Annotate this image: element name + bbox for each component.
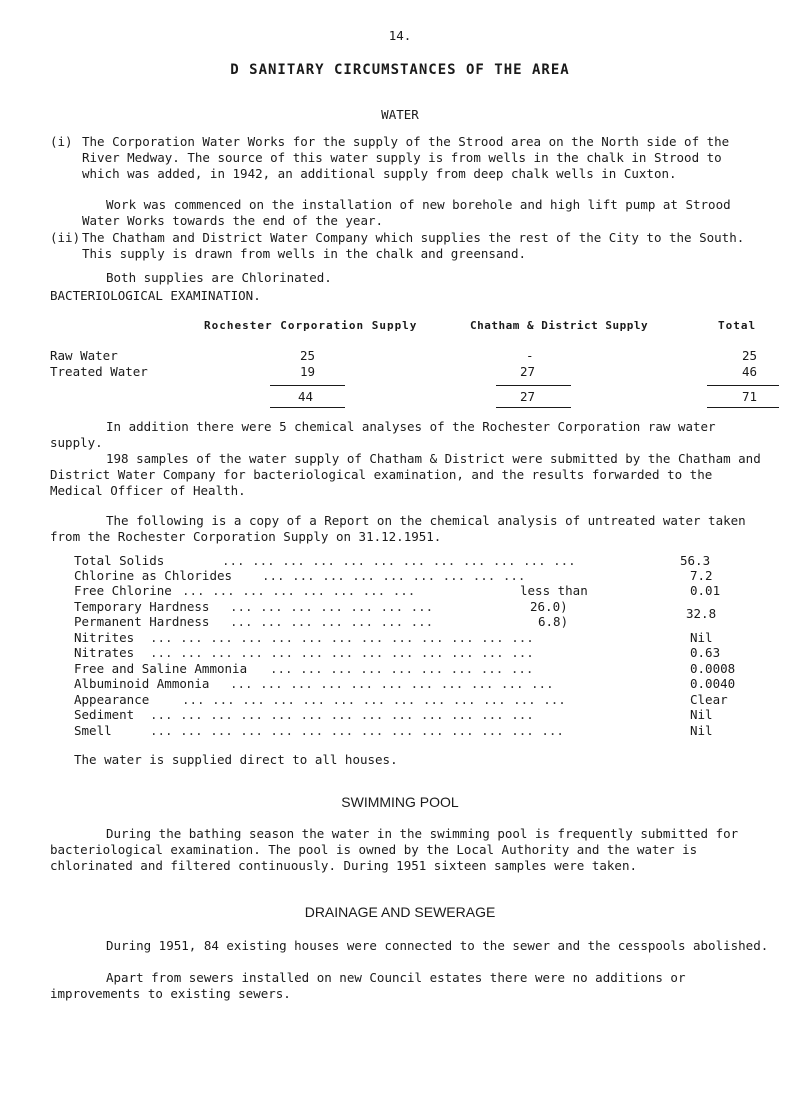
rule-rochester-top <box>270 385 345 386</box>
leader-dots: ... ... ... ... ... ... ... ... ... ... ... ... ... <box>150 645 534 660</box>
leader-dots: ... ... ... ... ... ... ... ... ... <box>262 568 526 583</box>
section-heading: D SANITARY CIRCUMSTANCES OF THE AREA <box>230 62 570 78</box>
raw-rochester-value: 25 <box>300 348 316 363</box>
bacteriological-heading: BACTERIOLOGICAL EXAMINATION. <box>50 288 261 303</box>
permanent-hardness-sub: 6.8) <box>538 614 569 629</box>
analysis-label-temporary-hardness: Temporary Hardness <box>74 599 210 614</box>
leader-dots: ... ... ... ... ... ... ... ... ... ... ... <box>230 676 554 691</box>
leader-dots: ... ... ... ... ... ... ... ... ... ... ... ... ... <box>150 630 534 645</box>
analysis-label-appearance: Appearance <box>74 692 150 707</box>
analysis-label-free-saline-ammonia: Free and Saline Ammonia <box>74 661 248 676</box>
analysis-value-smell: Nil <box>690 723 713 738</box>
chemical-analyses-note: In addition there were 5 chemical analyses of the Rochester Corporation raw water supply. <box>50 419 716 450</box>
analysis-value-sediment: Nil <box>690 707 713 722</box>
leader-dots: ... ... ... ... ... ... ... ... <box>182 583 416 598</box>
total-rochester-value: 44 <box>298 389 314 404</box>
chlorinated-note: Both supplies are Chlorinated. <box>106 270 332 285</box>
leader-dots: ... ... ... ... ... ... ... ... ... ... ... ... ... <box>182 692 566 707</box>
analysis-label-free-chlorine: Free Chlorine <box>74 583 172 598</box>
treated-rochester-value: 19 <box>300 364 316 379</box>
samples-note: 198 samples of the water supply of Chatham & District were submitted by the Chatham and District Water Company for bacteriological examination, and the results forwarded to the Medical Officer of Health. <box>50 451 761 498</box>
water-heading: WATER <box>381 107 419 122</box>
analysis-label-chlorides: Chlorine as Chlorides <box>74 568 233 583</box>
analysis-value-appearance: Clear <box>690 692 728 707</box>
analysis-value-free-saline-ammonia: 0.0008 <box>690 661 736 676</box>
analysis-label-nitrites: Nitrites <box>74 630 135 645</box>
leader-dots: ... ... ... ... ... ... ... <box>230 614 434 629</box>
hardness-total-value: 32.8 <box>686 606 717 621</box>
leader-dots: ... ... ... ... ... ... ... ... ... <box>270 661 534 676</box>
leader-dots: ... ... ... ... ... ... ... ... ... ... ... ... <box>222 553 576 568</box>
analysis-intro: The following is a copy of a Report on the chemical analysis of untreated water taken from the Rochester Corporation Supply on 31.12.1951. <box>50 513 746 544</box>
analysis-value-nitrites: Nil <box>690 630 713 645</box>
drainage-heading: DRAINAGE AND SEWERAGE <box>304 904 496 920</box>
analysis-value-albuminoid-ammonia: 0.0040 <box>690 676 736 691</box>
treated-chatham-value: 27 <box>520 364 536 379</box>
supply-note: The water is supplied direct to all houses. <box>74 752 398 767</box>
analysis-label-smell: Smell <box>74 723 112 738</box>
col-header-chatham: Chatham & District Supply <box>470 319 649 332</box>
water-item-i-text: The Corporation Water Works for the supply of the Strood area on the North side of the River Medway. The source of this water supply is from wells in the chalk in Strood to which was added, in 1942, an additional supply from deep chalk wells in Cuxton. <box>82 134 730 181</box>
leader-dots: ... ... ... ... ... ... ... ... ... ... ... ... ... ... <box>150 723 564 738</box>
row-label-raw-water: Raw Water <box>50 348 118 363</box>
temporary-hardness-sub: 26.0) <box>530 599 568 614</box>
drainage-text-1: During 1951, 84 existing houses were connected to the sewer and the cesspools abolished. <box>106 938 769 953</box>
water-item-ii-text: The Chatham and District Water Company which supplies the rest of the City to the South. This supply is drawn from wells in the chalk and greensand. <box>82 230 745 261</box>
rule-chatham-bottom <box>496 407 571 408</box>
leader-dots: ... ... ... ... ... ... ... <box>230 599 434 614</box>
drainage-text-2: Apart from sewers installed on new Council estates there were no additions or improvements to existing sewers. <box>50 970 686 1001</box>
total-total-value: 71 <box>742 389 758 404</box>
analysis-value-total-solids: 56.3 <box>680 553 711 568</box>
analysis-label-sediment: Sediment <box>74 707 135 722</box>
raw-total-value: 25 <box>742 348 758 363</box>
item-marker-i: (i) <box>50 134 73 149</box>
row-label-treated-water: Treated Water <box>50 364 148 379</box>
analysis-label-total-solids: Total Solids <box>74 553 165 568</box>
analysis-value-chlorides: 7.2 <box>690 568 713 583</box>
water-item-work-text: Work was commenced on the installation of new borehole and high lift pump at Strood Water Works towards the end of the year. <box>82 197 731 228</box>
analysis-label-nitrates: Nitrates <box>74 645 135 660</box>
rule-rochester-bottom <box>270 407 345 408</box>
treated-total-value: 46 <box>742 364 758 379</box>
less-than-label: less than <box>520 583 588 598</box>
analysis-label-albuminoid-ammonia: Albuminoid Ammonia <box>74 676 210 691</box>
analysis-label-permanent-hardness: Permanent Hardness <box>74 614 210 629</box>
rule-total-bottom <box>707 407 779 408</box>
analysis-value-free-chlorine: 0.01 <box>690 583 721 598</box>
swimming-pool-text: During the bathing season the water in the swimming pool is frequently submitted for bacteriological examination. The pool is owned by the Local Authority and the water is chlorinated and filtered continuously. During 1951 sixteen samples were taken. <box>50 826 739 873</box>
rule-total-top <box>707 385 779 386</box>
rule-chatham-top <box>496 385 571 386</box>
raw-chatham-value: - <box>526 348 534 363</box>
analysis-value-nitrates: 0.63 <box>690 645 721 660</box>
leader-dots: ... ... ... ... ... ... ... ... ... ... ... ... ... <box>150 707 534 722</box>
page-number: 14. <box>388 28 412 43</box>
col-header-rochester: Rochester Corporation Supply <box>204 319 418 332</box>
total-chatham-value: 27 <box>520 389 536 404</box>
swimming-pool-heading: SWIMMING POOL <box>341 794 459 810</box>
col-header-total: Total <box>718 319 757 332</box>
item-marker-ii: (ii) <box>50 230 81 245</box>
